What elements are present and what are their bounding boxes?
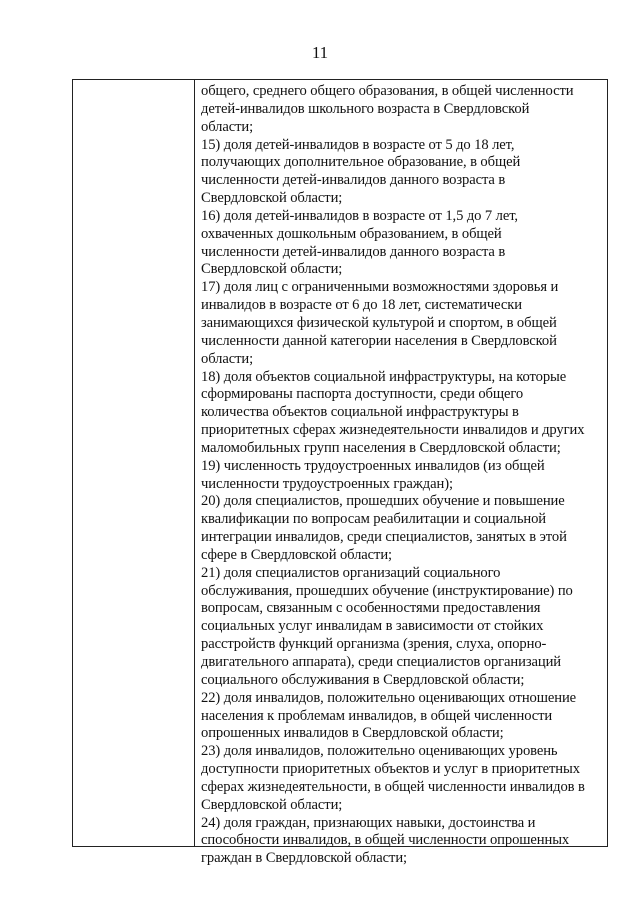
text-line: способности инвалидов, в общей численности опрошенных bbox=[201, 832, 570, 849]
text-line: опрошенных инвалидов в Свердловской области; bbox=[201, 725, 504, 742]
text-line: получающих дополнительное образование, в общей bbox=[201, 154, 521, 171]
text-line: 23) доля инвалидов, положительно оценивающих уровень bbox=[201, 743, 558, 760]
text-line: Свердловской области; bbox=[201, 190, 343, 207]
text-line: расстройств функций организма (зрения, слуха, опорно- bbox=[201, 636, 547, 653]
text-line: 18) доля объектов социальной инфраструктуры, на которые bbox=[201, 368, 567, 385]
text-line: маломобильных групп населения в Свердловской области; bbox=[201, 439, 561, 456]
text-line: инвалидов в возрасте от 6 до 18 лет, систематически bbox=[201, 297, 522, 314]
text-line: приоритетных сферах жизнедеятельности инвалидов и других bbox=[201, 422, 585, 439]
text-line: квалификации по вопросам реабилитации и социальной bbox=[201, 511, 546, 528]
text-line: количества объектов социальной инфраструктуры в bbox=[201, 404, 519, 421]
text-line: 20) доля специалистов, прошедших обучение и повышение bbox=[201, 493, 565, 510]
text-line: сфере в Свердловской области; bbox=[201, 546, 393, 563]
text-line: численности данной категории населения в Свердловской bbox=[201, 332, 557, 349]
text-line: области; bbox=[201, 118, 254, 135]
text-line: 21) доля специалистов организаций социального bbox=[201, 564, 501, 581]
text-line: занимающихся физической культурой и спортом, в общей bbox=[201, 314, 557, 331]
text-line: сформированы паспорта доступности, среди общего bbox=[201, 386, 524, 403]
page-number: 11 bbox=[311, 43, 329, 62]
text-line: Свердловской области; bbox=[201, 261, 343, 278]
text-line: общего, среднего общего образования, в общей численности bbox=[201, 83, 574, 99]
text-line: охваченных дошкольным образованием, в общей bbox=[201, 225, 502, 242]
text-line: численности детей-инвалидов данного возраста в bbox=[201, 172, 506, 189]
text-line: 17) доля лиц с ограниченными возможностями здоровья и bbox=[201, 279, 559, 296]
text-line: численности детей-инвалидов данного возраста в bbox=[201, 243, 506, 260]
table-left-column bbox=[73, 80, 195, 846]
text-line: населения к проблемам инвалидов, в общей численности bbox=[201, 707, 553, 724]
text-line: 19) численность трудоустроенных инвалидов (из общей bbox=[201, 457, 545, 474]
text-line: граждан в Свердловской области; bbox=[201, 850, 407, 867]
text-line: двигательного аппарата), среди специалистов организаций bbox=[201, 654, 562, 670]
table-text-column bbox=[195, 80, 607, 867]
text-line: социального обслуживания в Свердловской области; bbox=[201, 671, 525, 688]
text-line: вопросам, связанным с особенностями предоставления bbox=[201, 600, 541, 617]
text-line: интеграции инвалидов, среди специалистов, занятых в этой bbox=[201, 529, 567, 546]
text-line: 22) доля инвалидов, положительно оценивающих отношение bbox=[201, 689, 577, 706]
text-line: области; bbox=[201, 350, 254, 367]
text-line: численности трудоустроенных граждан); bbox=[201, 475, 453, 492]
text-line: 15) доля детей-инвалидов в возрасте от 5 до 18 лет, bbox=[201, 136, 515, 153]
text-line: Свердловской области; bbox=[201, 796, 343, 813]
text-line: 24) доля граждан, признающих навыки, достоинства и bbox=[201, 814, 536, 831]
text-line: обслуживания, прошедших обучение (инструктирование) по bbox=[201, 582, 573, 599]
indicators-table bbox=[72, 79, 608, 867]
text-line: 16) доля детей-инвалидов в возрасте от 1,5 до 7 лет, bbox=[201, 207, 518, 224]
text-line: сферах жизнедеятельности, в общей численности инвалидов в bbox=[201, 778, 585, 795]
text-line: социальных услуг инвалидам в зависимости от стойких bbox=[201, 618, 544, 635]
text-line: доступности приоритетных объектов и услуг в приоритетных bbox=[201, 761, 580, 778]
text-line: детей-инвалидов школьного возраста в Свердловской bbox=[201, 100, 530, 117]
